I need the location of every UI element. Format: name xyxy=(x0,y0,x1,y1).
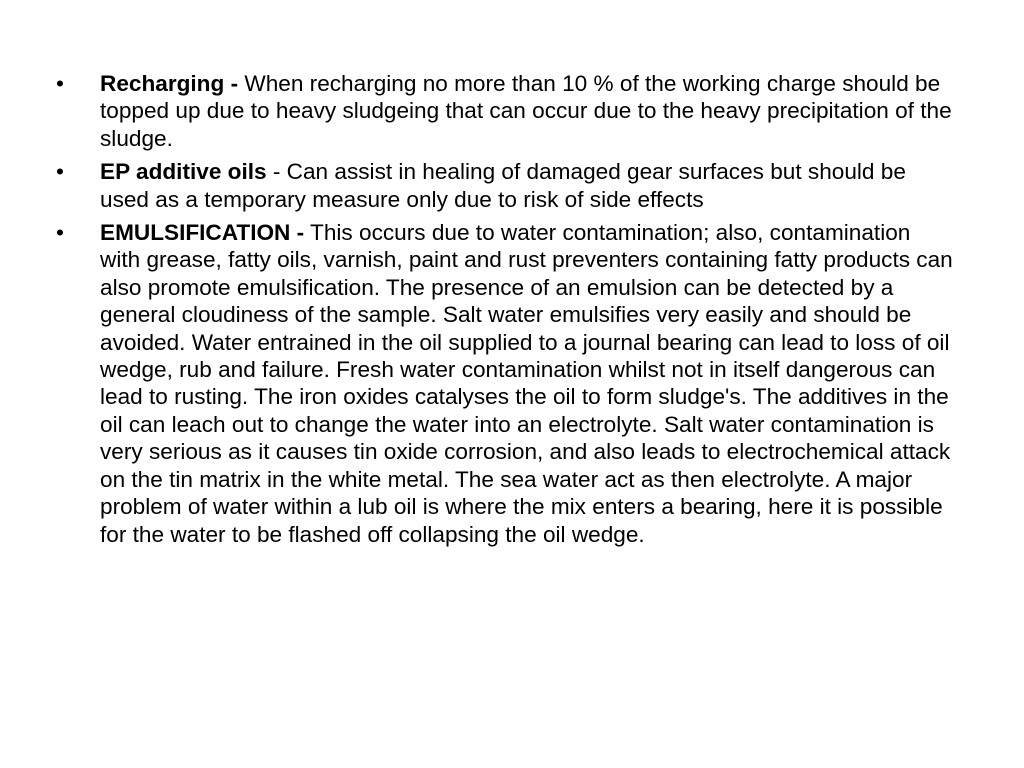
bullet-icon: • xyxy=(56,220,64,246)
bullet-text: This occurs due to water contamination; also, contamination with grease, fatty oils, varnish, paint and rust preventers containing fatty products can also promote emulsification. The presence of an emulsion can be detected by a general cloudiness of the sample. Salt water emulsifies very easily and should be avoided. Water entrained in the oil supplied to a journal bearing can lead to loss of oil wedge, rub and failure. Fresh water contamination whilst not in itself dangerous can lead to rusting. The iron oxides catalyses the oil to form sludge's. The additives in the oil can leach out to change the water into an electrolyte. Salt water contamination is very serious as it causes tin oxide corrosion, and also leads to electrochemical attack on the tin matrix in the white metal. The sea water act as then electrolyte. A major problem of water within a lub oil is where the mix enters a bearing, here it is possible for the water to be flashed off collapsing the oil wedge. xyxy=(100,220,953,547)
bullet-text: When recharging no more than 10 % of the working charge should be topped up due to heavy sludgeing that can occur due to the heavy precipitation of the sludge. xyxy=(100,71,952,151)
bullet-term: EP additive oils xyxy=(100,159,267,185)
bullet-term: EMULSIFICATION - xyxy=(100,220,305,246)
bullet-icon: • xyxy=(56,71,64,96)
bullet-item-emulsification xyxy=(56,219,956,548)
bullet-text: - Can assist in healing of damaged gear surfaces but should be used as a temporary measure only due to risk of side effects xyxy=(100,159,906,212)
bullet-item-ep-additive-oils xyxy=(56,158,956,213)
bullet-list xyxy=(56,70,956,554)
bullet-icon: • xyxy=(56,159,64,185)
bullet-term: Recharging - xyxy=(100,71,239,96)
bullet-item-recharging xyxy=(56,70,956,152)
